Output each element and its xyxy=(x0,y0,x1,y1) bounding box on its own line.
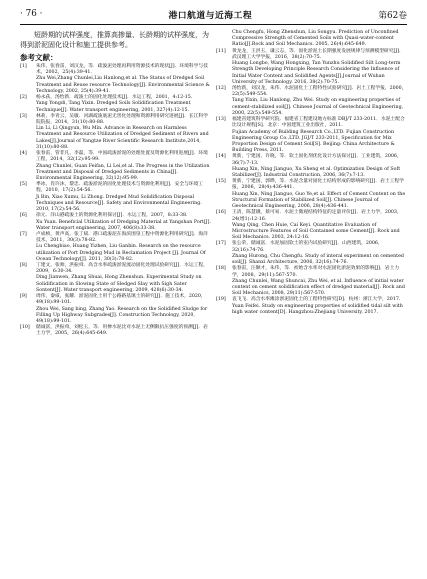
intro-paragraph: 短龄期的试样强度，推算高掺量、长龄期的试样强度，为得到淤泥固化设计和施工提供参考。 xyxy=(20,31,209,50)
reference-number: [9] xyxy=(20,294,27,300)
reference-entry xyxy=(20,95,211,114)
reference-entry xyxy=(216,241,407,266)
right-column xyxy=(216,30,407,316)
reference-chinese-text: 季冰，肖许沐，黎忠．疏浚淤泥的固化处理技术与资源化利用[J]．安全与环境工程，2010，17(2):54-56. xyxy=(36,182,204,194)
reference-chinese-text: 张公荣，储诚富．水泥加固软土的室内试验研究[J]．山西建筑，2006，32(16):74-76. xyxy=(232,241,383,253)
reference-number: [5] xyxy=(20,182,27,188)
reference-english-text: Yuan Feifei. Study on engineering properties of solidified tidal silt with high water content[D]. Hangzhou:Zhejiang University, 2017. xyxy=(232,303,403,315)
reference-chinese-text: 朱伟，张春雷，刘汉龙，等．疏浚泥处理再利用资源技术的现状[J]．环境科学与技术，2002，25(4):39-41. xyxy=(36,64,208,76)
reference-entry xyxy=(216,210,407,241)
reference-number: [12] xyxy=(216,85,226,91)
left-column xyxy=(20,30,211,338)
journal-title: 港口航道与近海工程 xyxy=(168,10,253,21)
reference-english-text: Zhu Wei,Zhang Chunlei,Liu Hanlong,et al. The Status of Dredged Soil Treatment and Reuse resource Technology[J]. Environmental Science & Technology, 2002, 25(4):39-41. xyxy=(36,76,210,94)
reference-chinese-text: 储诚富，洪振舜，刘松玉，等．用掺水泥比对水泥土无侧限抗压强度的预测[J]．岩土力学，2005，26(4):645-649. xyxy=(36,325,208,337)
reference-english-text: Ji Bin, Xiao Xumu, Li Zhong. Dredged Mud Solidification Disposal Techniques and Resource[J]. Safety and Environmental Engineering. 2010, 17(2):54-56. xyxy=(36,194,202,213)
reference-number: [17] xyxy=(216,241,226,247)
reference-entry xyxy=(20,114,211,151)
reference-chinese-text: 汤怡新，刘汉龙，朱伟．水泥固化土工程特性试验研究[J]．岩土工程学报，2000，22(5):549-554. xyxy=(232,85,407,98)
reference-english-text: Huang Xin, Ning Jianguo, Xu Sheng et al. Optimization Design of Soft Stabilizer[J]. Industrial Construction, 2006, 36(7):7-13. xyxy=(232,166,401,179)
reference-english-text: Xu Yuan. Beneficial Utilization of Dredging Material at Yangshan Port[J]. Water transport engineering, 2007, 406(8):33-38. xyxy=(36,219,211,231)
page-number: · 76 · xyxy=(20,9,43,19)
reference-chinese-text: 徐元．洋山港疏浚土的资源化利用探讨[J]．水运工程，2007，8:33-38. xyxy=(36,213,188,219)
reference-english-text: Zhang Hurong, Chu Chengfu. Study of interal experiment on cemented soil[J]. Shanxi Architecture, 2006, 32(16):74-76. xyxy=(232,253,404,266)
reference-number: [11] xyxy=(216,48,226,54)
reference-chinese-text: 黄新，宁建国，郭晔，等．水泥含量对固化土结构形成的影响研究[J]．岩土工程学报，2006，28(4):436-441. xyxy=(232,179,404,191)
reference-chinese-text: 杨永荻，汤怡新．疏浚土的固化处理技术[J]．水运工程，2001，4:12-15. xyxy=(36,95,193,101)
reference-entry xyxy=(216,297,407,316)
reference-english-text: Fujian Academy of Building Research Co.,LTD. Fujian Construction Engineering Group Co.,LTD. JGJ/T 233-2011, Specification for Mix Proportion Design of Cement Soil[S]. Beijing: China Architecture & Building Press, 2011. xyxy=(232,129,395,154)
reference-entry xyxy=(216,266,407,297)
reference-number: [13] xyxy=(216,117,226,123)
reference-entry xyxy=(20,325,211,337)
reference-number: [8] xyxy=(20,263,27,269)
left-reference-list xyxy=(20,64,211,338)
reference-entry xyxy=(216,30,407,49)
reference-english-text: Tang Yixin, Liu Hanlong, Zhu Wei. Study on engineering properties of cement-stabilized soil[J]. Chinese Journal of Geotechnical Engineering, 2000, 22(5):549-554. xyxy=(232,98,404,116)
reference-number: [19] xyxy=(216,297,226,303)
reference-number: [14] xyxy=(216,154,226,160)
header-rule xyxy=(20,24,407,25)
reference-entry xyxy=(20,182,211,213)
reference-english-text: Huang Xin, Ning Jianguo, Guo Ye,et al. Effect of Cement Content on the Structural Formation of Stabilized Soil[J]. Chinese Journal of Geotechnical Engineering, 2006, 28(4):436-441. xyxy=(232,191,406,210)
reference-english-text: Zhang Chunlei, Wang Shuncai, Zhu Wei, et al. Influence of initial water content on cement solidification effect of dredged material[J]. Rock and Soil Mechanics, 2008, 29(11):567-570. xyxy=(232,278,405,297)
reference-chinese-text: 卢成桢，黄声高，张丁斌．港口疏浚泥在海滨围垦工程中资源化利用研究[J]．海洋技术，2011，30(3):78-82. xyxy=(36,231,208,244)
reference-entry xyxy=(20,232,211,263)
reference-number: [16] xyxy=(216,210,226,216)
reference-english-text: Yang Yongdi, Tang Yixin. Dredged Soils Solidification Treatment Technique[J]. Water transport engineering, 2001, 327(4):12-15. xyxy=(36,101,191,113)
reference-english-text: Wang Qing, Chen Huie, Cai Keyi. Quantitative Evaluation of Microstructure Features of Soil Contained some Cement[J]. Rock and Soil Mechanics. 2003, 24:12-16. xyxy=(232,222,400,241)
reference-number: [1] xyxy=(20,64,27,70)
reference-number: [2] xyxy=(20,95,27,101)
reference-number: [6] xyxy=(20,213,27,219)
reference-entry xyxy=(216,49,407,86)
reference-entry xyxy=(216,117,407,154)
reference-english-text: Zhang Chunlei, Guan Feifan, Li Lei,et al. The Progress in the Utilization Treatment and Disposal of Dredged Sediments in China[J]. Environmental Engineering, 32(12):95-99. xyxy=(36,163,210,181)
volume-label: 第62卷 xyxy=(378,10,407,21)
reference-english-text: Ding Jianwen, Zhang Shuai, Hong Zhenshun. Experimental Study on Solidification in Slowing State of Sledged Slay with Sigh Sater Sontent[J]. Water transport engineering, 2009, 428(6):30-34. xyxy=(36,275,202,293)
reference-chinese-text: 福建省建筑科学研究院．福建省工程建设地方标准 DBJ/T 233-2011．水泥土配合比设计规程[S]．北京：中国建筑工业出版社，2011. xyxy=(232,117,405,129)
reference-number: [18] xyxy=(216,266,226,272)
reference-entry xyxy=(20,294,211,325)
reference-number: [3] xyxy=(20,113,27,119)
page-header xyxy=(20,4,407,24)
reference-english-text: Huang Longbo, Wang Hongxing, Tan Yunzhu Solidified Silt Long-term Strength Developing Principle Research Considering the Influence of Initial Water Content and Solidified Agents[J].Journal of Wuhan University of Technology. 2016, 38(2):70-75. xyxy=(232,61,401,85)
reference-entry xyxy=(216,179,407,210)
reference-entry xyxy=(20,213,211,232)
reference-english-text: Lin Li, Li Qingyun, Wu Min. Advance in Research on Harmless Treatment and Resource Utilization of Dredged Sediment of Rivers and Lakes[J].Journal of Yangtze River Scientific Research Institute,2014, 31(10):80-88. xyxy=(36,126,209,150)
reference-entry xyxy=(20,64,211,95)
right-reference-list xyxy=(216,30,407,316)
reference-number: [10] xyxy=(20,325,30,331)
reference-number: [15] xyxy=(216,179,226,185)
reference-entry xyxy=(20,263,211,294)
reference-chinese-text: 丁建文，张帅，洪振舜．高含水率疏浚淤泥流动固化处理试验研究[J]．水运工程，2009，6:30-34. xyxy=(36,263,208,275)
reference-number: [4] xyxy=(20,151,27,157)
reference-chinese-text: 黄新，宁建国，许晓，等．软土固化剂优化设计方法探讨[J]．工业建筑，2006，36(7):7-13. xyxy=(232,154,402,166)
references-heading: 参考文献： xyxy=(20,52,58,62)
reference-chinese-text: 林莉，李青云，吴敏．河湖疏浚底泥无害化处理和资源利用研究进展[J]．长江科学院院报，2014，31(10):80-88. xyxy=(36,113,208,125)
reference-chinese-text: 王清，陈慧娥，蔡可易．水泥土微观结构特征的定量评价[J]．岩土力学，2003，24(增1):12-16. xyxy=(232,210,402,222)
reference-english-text: Lu Chengbiao, Huang Yizhen, Liu Ganbin. Research on the resource utilization of Port Dredging Mud in Reclamation Project [J]. Journal Of Ocean Technology[J]. 2011, 30(3):78-82. xyxy=(36,244,206,262)
reference-number: [7] xyxy=(20,231,27,237)
reference-entry xyxy=(20,151,211,182)
reference-entry xyxy=(216,86,407,117)
reference-chinese-text: 张春雷，汪顺才，朱伟，等．初始含水率对水泥固化淤泥效果的影响[J]．岩土力学，2008，29(11):567-570. xyxy=(232,266,400,278)
reference-english-text: Chu Chengfu, Hong Zhenshun, Liu Songyu. Prediction of Unconfined Compressive Strength of Cemented Soils with Quasi-water-content Ratio[J].Rock and Soil Mechanics. 2005, 26(4):645-649. xyxy=(232,30,399,48)
reference-entry xyxy=(216,154,407,179)
reference-chinese-text: 张春雷，管非凡，李磊，等．中国疏浚淤泥的处理处置及资源化利用进展[J]．环境工程，2014，32(12):95-99. xyxy=(36,151,208,163)
reference-english-text: Zhou Wei, Sang bing, Zhang Yao. Research on the Solidified Sludge for Filling Up Highway Subgrades[J]. Construction Technology, 2020, 49(18):99-101. xyxy=(36,306,208,324)
reference-chinese-text: 黄龙龙，王洪玉，谦云志，等．固化淤泥土长期强度发展规律与预测模型研究[J]．武汉理工大学学报，2016，38(2):70-75. xyxy=(232,48,404,60)
reference-chinese-text: 周伟，秦威，张耀．淤泥固化土用于公路路基填土的研究[J]．施工技术，2020，49(18):99-101. xyxy=(36,294,206,306)
reference-chinese-text: 袁飞飞．高含水率滩涂淤泥固化土的工程特性研究[D]．杭州：浙江大学，2017. xyxy=(232,297,401,303)
